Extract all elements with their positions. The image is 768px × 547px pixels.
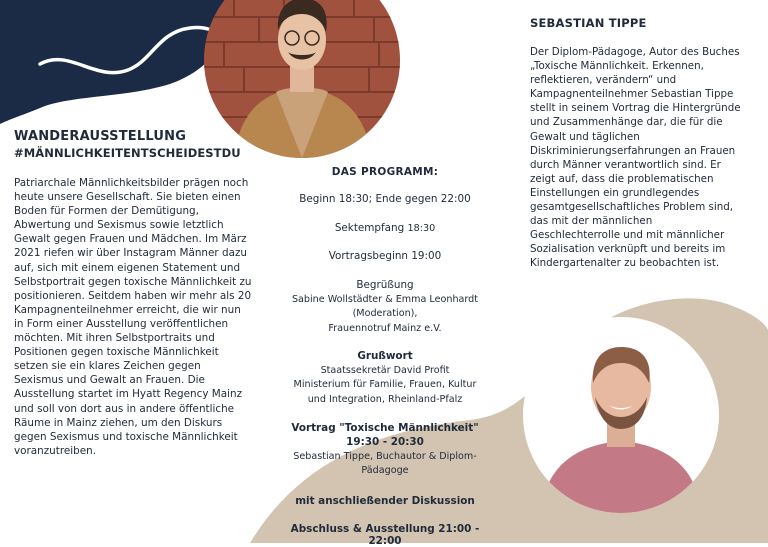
speaker-name: SEBASTIAN TIPPE [530, 16, 647, 30]
talk-time: 19:30 - 20:30 [346, 436, 424, 448]
welcome-line: Frauennotruf Mainz e.V. [328, 322, 442, 334]
speaker-photo [523, 317, 719, 513]
greeting-line: Ministerium für Familie, Frauen, Kultur [293, 379, 477, 391]
greeting-heading: Grußwort [357, 350, 413, 362]
welcome-line: (Moderation), [352, 308, 418, 320]
exhibition-hashtag: #MÄNNLICHKEITENTSCHEIDESTDU [14, 146, 241, 160]
reception-time: 18:30 [407, 223, 436, 234]
exhibition-description [14, 176, 252, 458]
speaker-bio: Der Diplom-Pädagoge, Autor des Buches „Toxische Männlichkeit. Erkennen, reflektieren, verändern“ und Kampagnenteilnehmer Sebastian Tippe stellt in seinem Vortrag die Hintergründe und Zusammenhänge dar, die für die Gewalt und täglichen Diskriminierungserfahrungen an Frauen durch Männer verantwortlich sind. Er zeigt auf, dass die problematischen Einstellungen ein grundlegendes gesamtgesellschaftliches Problem sind, das mit der männlichen Geschlechterrolle und mit männlicher Sozialisation verknüpft und bereits im Kindergartenalter zu beobachten ist. [530, 46, 741, 270]
exhibition-description-text: Patriarchale Männlichkeitsbilder prägen noch heute unsere Gesellschaft. Sie bieten einen Boden für Formen der Demütigung, Abwertung und Sexismus sowie letztlich Gewalt gegen Frauen und Mädchen. Im März 2021 riefen wir über Instagram Männer dazu auf, sich mit einem eigenen Statement und Selbstportrait gegen toxische Männlichkeit zu positionieren. Seitdem haben wir mehr als 20 Kampagnenteilnehmer erreicht, die wir nun in Form einer Ausstellung veröffentlichen möchten. Mit ihren Selbstportraits und Positionen gegen toxische Männlichkeit setzen sie ein klares Zeichen gegen Sexismus und Gewalt an Frauen. Die Ausstellung startet im Hyatt Regency Mainz und soll von dort aus in andere öffentliche Räume in Mainz ziehen, um den Diskurs gegen Sexismus und toxische Männlichkeit voranzutreiben. [14, 177, 252, 457]
program-time: Beginn 18:30; Ende gegen 22:00 [299, 193, 471, 205]
talk-details [278, 450, 492, 479]
greeting-line: und Integration, Rheinland-Pfalz [307, 393, 463, 405]
talk-line: Sebastian Tippe, Buchautor & Diplom- [293, 451, 477, 462]
talk-heading: Vortrag "Toxische Männlichkeit" [291, 422, 479, 434]
welcome-line: Sabine Wollstädter & Emma Leonhardt [291, 294, 479, 305]
discussion-note: mit anschließender Diskussion [295, 495, 475, 507]
welcome-heading: Begrüßung [356, 279, 414, 291]
program-talk-start: Vortragsbeginn 19:00 [328, 250, 442, 262]
exhibition-title: WANDERAUSSTELLUNG [14, 129, 187, 144]
talk-line: Pädagoge [361, 465, 409, 477]
program-heading: DAS PROGRAMM: [331, 166, 439, 178]
program-reception [278, 222, 492, 236]
greeting-line: Staatssekretär David Profit [320, 365, 450, 376]
navy-wave-shape [0, 0, 235, 124]
greeting-details [278, 364, 492, 407]
welcome-details [278, 293, 492, 336]
reception-label: Sektempfang [334, 222, 405, 234]
closing-time: Abschluss & Ausstellung 21:00 - 22:00 [290, 523, 480, 547]
